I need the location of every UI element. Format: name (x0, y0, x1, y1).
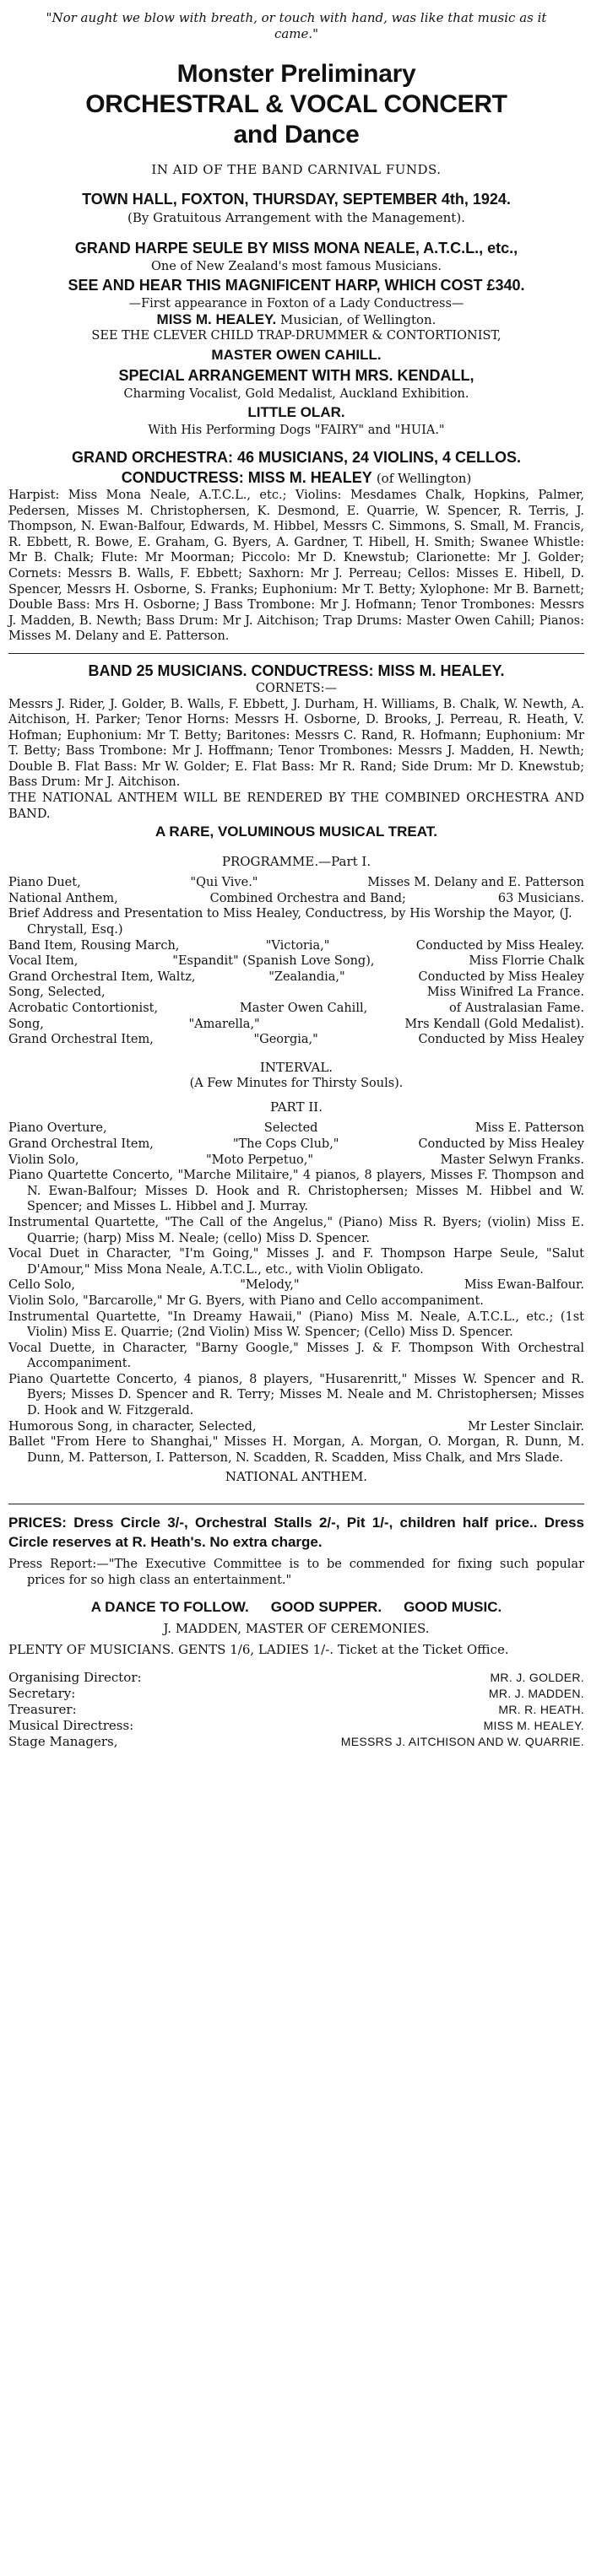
title-line-2: ORCHESTRAL & VOCAL CONCERT (85, 90, 507, 118)
dance-supper: GOOD SUPPER. (270, 1598, 382, 1615)
healey-line (8, 311, 584, 328)
item-performer: Misses M. Delany and E. Patterson (367, 876, 584, 890)
official-name: MR. J. GOLDER. (490, 1670, 584, 1684)
venue-line: TOWN HALL, FOXTON, THURSDAY, SEPTEMBER 4th, 1924. (82, 191, 511, 208)
programme-item-text: Vocal Duette, in Character, "Barny Google," Misses J. & F. Thompson With Orchestral Accompaniment. (8, 1341, 584, 1371)
item-performer: Master Selwyn Franks. (440, 1153, 584, 1167)
aid-line: IN AID OF THE BAND CARNIVAL FUNDS. (151, 162, 442, 177)
programme-item (8, 875, 584, 891)
olar-name: LITTLE OLAR. (247, 404, 345, 421)
official-row (8, 1670, 584, 1686)
programme-item-text: Piano Quartette Concerto, 4 pianos, 8 players, "Husarenritt," Misses W. Spencer and R. Byers; Misses D. Spencer and R. Terry; Misses M. Neale and M. Christophersen; Misses D. Hook and W. Fitzgerald. (8, 1372, 584, 1418)
item-type: Humorous Song, in character, Selected, (8, 1419, 257, 1434)
programme-heading: PROGRAMME.—Part I. (221, 854, 371, 870)
programme-item-text: Instrumental Quartette, "In Dreamy Hawaii," (Piano) Miss M. Neale, A.T.C.L., etc.; (1st Violin) Miss E. Quarrie; (2nd Violin) Miss W. Spencer; (Cello) Miss D. Spencer. (8, 1310, 584, 1340)
item-title: Selected (263, 1121, 318, 1136)
item-type: Grand Orchestral Item, Waltz, (8, 969, 196, 984)
item-performer: Mrs Kendall (Gold Medalist). (404, 1017, 584, 1031)
item-type: Cello Solo, (8, 1278, 75, 1293)
item-title: Combined Orchestra and Band; (209, 891, 406, 905)
item-type: Song, (8, 1017, 44, 1031)
programme-item (8, 1032, 584, 1048)
dance-tickets: PLENTY OF MUSICIANS. GENTS 1/6, LADIES 1/-. Ticket at the Ticket Office. (8, 1641, 509, 1657)
orchestra-conductress (8, 467, 584, 488)
dogs-line: With His Performing Dogs "FAIRY" and "HUIA." (148, 424, 445, 438)
item-title (106, 985, 427, 1001)
item-title: "Espandit" (Spanish Love Song), (172, 954, 375, 969)
kendall-desc: Charming Vocalist, Gold Medalist, Auckland Exhibition. (123, 386, 469, 401)
harp-cost-line: SEE AND HEAR THIS MAGNIFICENT HARP, WHICH COST £340. (68, 276, 525, 294)
official-role: Musical Directress: (8, 1717, 134, 1733)
first-appearance: —First appearance in Foxton of a Lady Conductress— (128, 296, 464, 311)
healey-desc: Musician, of Wellington. (280, 312, 436, 328)
dance-follow: A DANCE TO FOLLOW. (90, 1598, 249, 1615)
official-role: Organising Director: (8, 1669, 142, 1685)
dance-line (8, 1597, 584, 1617)
programme-item (8, 938, 584, 954)
official-name: MR. J. MADDEN. (488, 1686, 584, 1700)
item-performer: Miss Florrie Chalk (469, 954, 584, 969)
item-performer: Conducted by Miss Healey (418, 1033, 584, 1047)
interval-note: (A Few Minutes for Thirsty Souls). (189, 1076, 404, 1090)
official-name: MESSRS J. AITCHISON AND W. QUARRIE. (340, 1734, 584, 1748)
item-title: "Moto Perpetuo," (205, 1153, 314, 1167)
item-performer: 63 Musicians. (497, 891, 584, 905)
item-performer: Conducted by Miss Healey. (415, 938, 584, 953)
programme-item (8, 1121, 584, 1137)
item-title: "Georgia," (253, 1033, 318, 1047)
programme-item (8, 1001, 584, 1017)
item-performer: Miss Winifred La France. (426, 986, 584, 1000)
official-role: Secretary: (8, 1685, 76, 1701)
programme-item (8, 1153, 584, 1169)
item-performer: Miss Ewan-Balfour. (464, 1278, 584, 1293)
programme-item (8, 1277, 584, 1293)
interval-heading: INTERVAL. (259, 1059, 333, 1075)
programme-item-text: Piano Quartette Concerto, "Marche Militaire," 4 pianos, 8 players, Misses F. Thompson and N. Ewan-Balfour; Misses D. Hook and R. Christophersen; Misses M. Hibbel and W. Spencer; and Misses L. Hibbel and J. Murray. (8, 1169, 584, 1214)
item-performer: Conducted by Miss Healey (418, 1137, 584, 1151)
divider (8, 653, 584, 654)
programme-item (8, 953, 584, 969)
programme-item (8, 891, 584, 907)
programme-item-text: Instrumental Quartette, "The Call of the Angelus," (Piano) Miss R. Byers; (violin) Miss E. Quarrie; (harp) Miss M. Neale; (cello) Miss D. Spencer. (8, 1215, 584, 1245)
item-type: Acrobatic Contortionist, (8, 1002, 159, 1015)
rare-treat: A RARE, VOLUMINOUS MUSICAL TREAT. (155, 824, 438, 840)
press-report: Press Report:—"The Executive Committee is to be commended for fixing such popular prices for so high class an entertainment." (8, 1558, 584, 1588)
orchestra-conductress-origin: (of Wellington) (376, 470, 472, 486)
item-type: Piano Duet, (8, 876, 81, 890)
prices: PRICES: Dress Circle 3/-, Orchestral Stalls 2/-, Pit 1/-, children half price.. Dress Circle reserves at R. Heath's. No extra charge. (8, 1515, 584, 1551)
healey-name: MISS M. HEALEY. (156, 311, 277, 328)
item-type: Vocal Item, (8, 954, 79, 969)
programme-item (8, 969, 584, 986)
special-arrangement: SPECIAL ARRANGEMENT WITH MRS. KENDALL, (118, 366, 474, 384)
item-title: "Amarella," (188, 1017, 260, 1031)
item-performer: Conducted by Miss Healey (418, 969, 584, 984)
cornets-heading: CORNETS:— (255, 681, 338, 695)
master-of-ceremonies: J. MADDEN, MASTER OF CEREMONIES. (163, 1620, 430, 1636)
item-performer: Miss E. Patterson (474, 1121, 584, 1136)
programme-item (8, 985, 584, 1001)
official-name: MR. R. HEATH. (498, 1702, 584, 1716)
item-title: "The Cops Club," (232, 1137, 339, 1151)
title-line-1: Monster Preliminary (176, 60, 416, 88)
official-row (8, 1718, 584, 1734)
programme-address: Brief Address and Presentation to Miss Healey, Conductress, by His Worship the Mayor, (J. Chrystall, Esq.) (8, 907, 572, 937)
band-members: Messrs J. Rider, J. Golder, B. Walls, F. Ebbett, J. Durham, H. Williams, B. Chalk, W. Newth, A. Aitchison, H. Parker; Tenor Horns: Messrs H. Osborne, D. Brooks, J. Perreau, R. Heath, V. Hofman; Euphonium: Mr T. Betty; Baritones: Messrs C. Rand, R. Hofmann; Euphonium: Mr T. Betty; Bass Trombone: Mr J. Hoffmann; Tenor Trombones: Messrs J. Madden, H. Newth; Double B. Flat Bass: Mr W. Golder; E. Flat Bass: Mr R. Rand; Side Drum: Mr D. Knewstub; Bass Drum: Mr J. Aitchison. (8, 697, 584, 790)
programme-item-text: Violin Solo, "Barcarolle," Mr G. Byers, with Piano and Cello accompaniment. (8, 1293, 484, 1308)
orchestra-members: Harpist: Miss Mona Neale, A.T.C.L., etc.; Violins: Mesdames Chalk, Hopkins, Palmer, Pedersen, Misses M. Christophersen, K. Desmond, E. Quarrie, W. Spencer, R. Terris, J. Thompson, N. Ewan-Balfour, Edwards, M. Hibbel, Messrs C. Simmons, S. Small, M. Francis, R. Ebbett, R. Bowe, E. Graham, G. Byers, A. Gardner, T. Hibell, H. Smith; Swanee Whistle: Mr B. Chalk; Flute: Mr Moorman; Piccolo: Mr D. Knewstub; Clarionette: Mr J. Golder; Cornets: Messrs B. Walls, F. Ebbett; Saxhorn: Mr J. Perreau; Cellos: Misses E. Hibell, D. Spencer, Messrs H. Osborne, S. Franks; Euphonium: Mr T. Betty; Xylophone: Mr B. Barnett; Double Bass: Mrs H. Osborne; J Bass Trombone: Mr J. Hofmann; Tenor Trombones: Messrs J. Madden, B. Newth; Bass Drum: Mr J. Aitchison; Trap Drums: Master Owen Cahill; Pianos: Misses M. Delany and E. Patterson. (8, 488, 584, 644)
item-title: "Victoria," (265, 938, 330, 953)
item-performer: Mr Lester Sinclair. (468, 1419, 584, 1434)
item-title: Master Owen Cahill, (239, 1002, 368, 1015)
item-performer: of Australasian Fame. (449, 1002, 584, 1015)
official-row (8, 1686, 584, 1702)
part-two-heading: PART II. (270, 1099, 323, 1115)
item-title: "Zealandia," (268, 969, 345, 984)
official-role: Treasurer: (8, 1701, 77, 1717)
item-type: Grand Orchestral Item, (8, 1033, 154, 1047)
official-row (8, 1734, 584, 1750)
programme-item (8, 1137, 584, 1153)
orchestra-conductress-name: CONDUCTRESS: MISS M. HEALEY (121, 468, 372, 486)
programme-item (8, 1419, 584, 1435)
arrangement-line: (By Gratuitous Arrangement with the Management). (127, 210, 465, 225)
harp-subline: One of New Zealand's most famous Musicians. (151, 260, 442, 273)
item-title: "Melody," (240, 1278, 300, 1293)
item-title: "Qui Vive." (190, 876, 258, 890)
official-name: MISS M. HEALEY. (483, 1718, 584, 1732)
programme-item-text: Ballet "From Here to Shanghai," Misses H. Morgan, A. Morgan, O. Morgan, R. Dunn, M. Dunn, M. Patterson, I. Patterson, N. Scadden, R. Scadden, Miss Chalk, and Mrs Slade. (8, 1435, 584, 1465)
epigraph: "Nor aught we blow with breath, or touch with hand, was like that music as it came." (46, 10, 547, 41)
child-line: SEE THE CLEVER CHILD TRAP-DRUMMER & CONTORTIONIST, (91, 329, 502, 343)
official-role: Stage Managers, (8, 1733, 118, 1749)
item-type: National Anthem, (8, 891, 118, 905)
national-anthem: NATIONAL ANTHEM. (225, 1469, 368, 1485)
item-type: Song, Selected, (8, 986, 106, 1000)
programme-item-text: Vocal Duet in Character, "I'm Going," Misses J. and F. Thompson Harpe Seule, "Salut D'Amour," Miss Mona Neale, A.T.C.L., etc., with Violin Obligato. (8, 1247, 584, 1277)
item-type: Piano Overture, (8, 1121, 107, 1136)
dance-music: GOOD MUSIC. (404, 1598, 502, 1615)
item-type: Band Item, Rousing March, (8, 938, 180, 953)
item-type: Grand Orchestral Item, (8, 1137, 154, 1151)
harp-heading: GRAND HARPE SEULE BY MISS MONA NEALE, A.T.C.L., etc., (74, 240, 518, 257)
item-type: Violin Solo, (8, 1153, 79, 1167)
band-heading: BAND 25 MUSICIANS. CONDUCTRESS: MISS M. HEALEY. (88, 662, 505, 679)
anthem-note: THE NATIONAL ANTHEM WILL BE RENDERED BY THE COMBINED ORCHESTRA AND BAND. (8, 791, 584, 821)
title-line-3: and Dance (233, 121, 360, 149)
cahill-name: MASTER OWEN CAHILL. (211, 346, 382, 363)
orchestra-heading: GRAND ORCHESTRA: 46 MUSICIANS, 24 VIOLINS, 4 CELLOS. (71, 448, 522, 466)
programme-item (8, 1017, 584, 1033)
official-row (8, 1702, 584, 1718)
